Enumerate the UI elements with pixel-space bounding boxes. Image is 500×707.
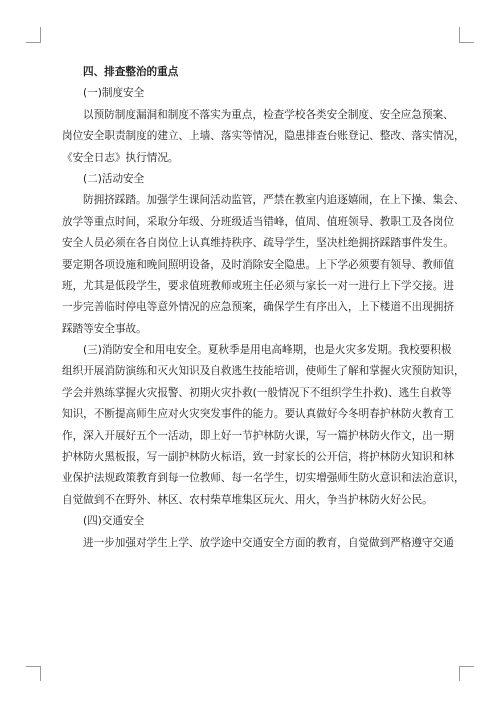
text-line: 踩踏等安全事故。: [62, 322, 147, 335]
section-heading: 四、排查整治的重点: [83, 66, 179, 78]
document-body: [62, 62, 465, 554]
crop-mark-top-right-v: [459, 27, 460, 42]
text-line: (三)消防安全和用电安全。夏秋季是用电高峰期，也是火灾多发期。我校要积极: [83, 344, 452, 357]
text-line: 防拥挤踩踏。加强学生课间活动监管，严禁在教室内追逐嬉闹，在上下操、集会、: [83, 194, 465, 207]
text-line: 护林防火黑板报，写一副护林防火标语，致一封家长的公开信，将护林防火知识和林: [62, 451, 454, 464]
text-line: 班，尤其是低段学生，要求值班教师或班主任必须与家长一对一进行上下学交接。进: [62, 279, 454, 292]
text-line: 业保护法规政策教育到每一位教师、每一名学生，切实增强师生防火意识和法治意识，: [62, 472, 465, 485]
crop-mark-bottom-right-v: [459, 666, 460, 681]
crop-mark-top-left-v: [40, 27, 41, 42]
text-line: 岗位安全职责制度的建立、上墙、落实等情况，隐患排查台账登记、整改、落实情况，: [62, 130, 465, 143]
crop-mark-bottom-left-v: [40, 666, 41, 681]
crop-mark-bottom-right-h: [459, 666, 474, 667]
subsection-heading: (二)活动安全: [83, 172, 145, 185]
subsection-heading: (四)交通安全: [83, 515, 145, 528]
text-line: 作，深入开展好五个一活动，即上好一节护林防火课，写一篇护林防火作文，出一期: [62, 429, 454, 442]
text-line: 一步完善临时停电等意外情况的应急预案，确保学生有序出入，上下楼道不出现拥挤: [62, 301, 454, 314]
text-line: 要定期各项设施和晚间照明设备，及时消除安全隐患。上下学必须要有领导、教师值: [62, 258, 454, 271]
text-line: 《安全日志》执行情况。: [62, 151, 179, 164]
text-line: 进一步加强对学生上学、放学途中交通安全方面的教育，自觉做到严格遵守交通: [83, 536, 454, 549]
text-line: 组织开展消防演练和灭火知识及自救逃生技能培训，使师生了解和掌握火灾预防知识，: [62, 365, 465, 378]
text-line: 自觉做到不在野外、林区、农村柴草堆集区玩火、用火，争当护林防火好公民。: [62, 493, 433, 506]
text-line: 以预防制度漏洞和制度不落实为重点，检查学校各类安全制度、安全应急预案、: [83, 108, 454, 121]
text-line: 放学等重点时间，采取分年级、分班级适当错峰，值周、值班领导、教职工及各岗位: [62, 215, 454, 228]
crop-mark-top-right-h: [459, 42, 474, 43]
text-line: 安全人员必须在各自岗位上认真维持秩序、疏导学生，坚决杜绝拥挤踩踏事件发生。: [62, 237, 454, 250]
text-line: 学会并熟练掌握火灾报警、初期火灾扑救(一般情况下不组织学生扑救)、逃生自救等: [62, 386, 452, 399]
text-line: 知识，不断提高师生应对火灾突发事件的能力。要认真做好今冬明春护林防火教育工: [62, 408, 454, 421]
crop-mark-top-left-h: [26, 42, 41, 43]
crop-mark-bottom-left-h: [26, 666, 41, 667]
subsection-heading: (一)制度安全: [83, 87, 145, 100]
